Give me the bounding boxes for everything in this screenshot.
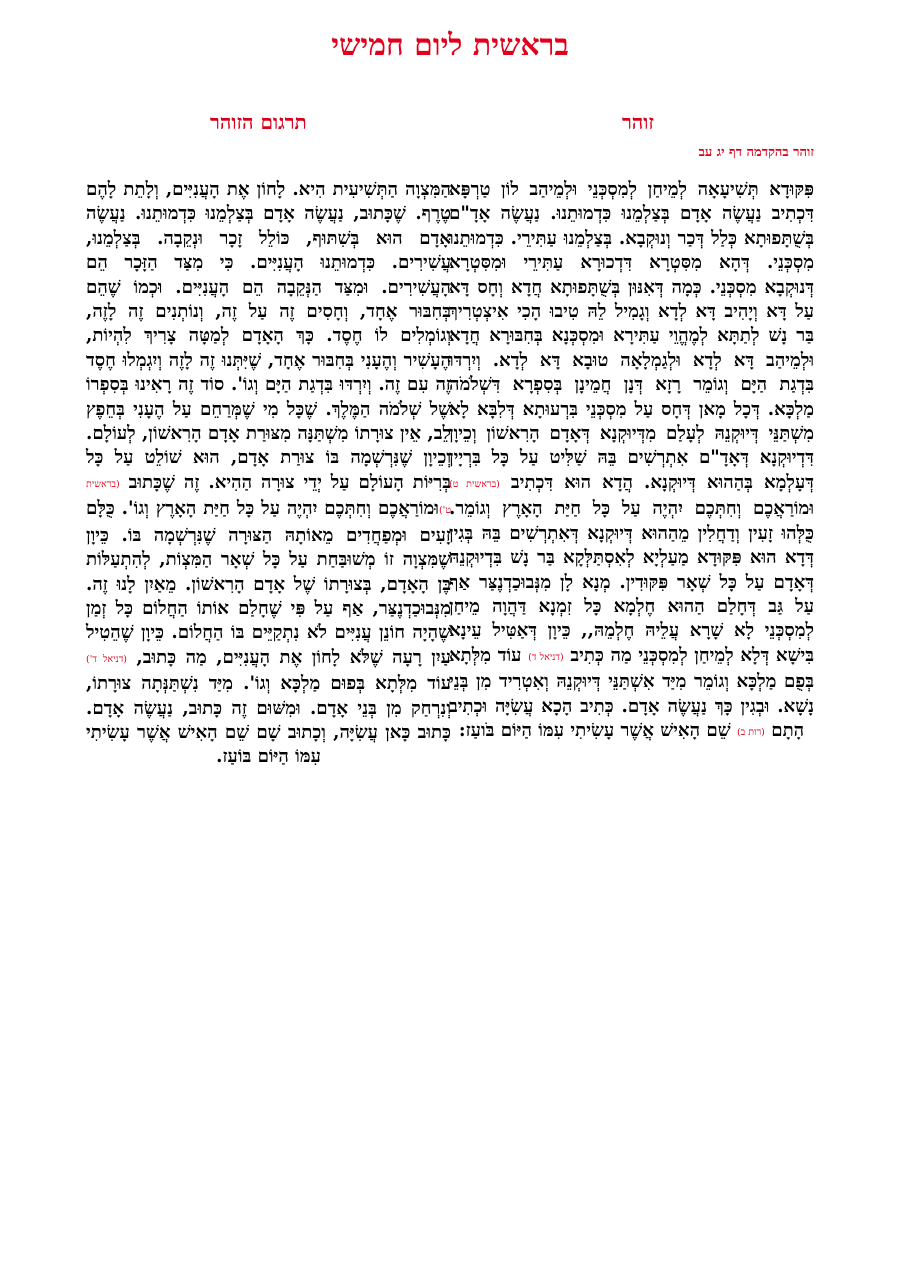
page-title: בראשית ליום חמישי <box>331 28 569 63</box>
targum-text-part-3: עוֹד מִלְּתָא בְּפוּם מַלְכָּא וְגוֹ'. מִיַּד נִשְׁתַּנְּתָה צוּרָתוֹ, וְנִרְחַק מִן בְּנֵי אָדָם. וּמִשּׁוּם זֶה כָּתוּב, נַעֲשֶׂה אָדָם. כָּתוּב כָּאן עֲשִׂיָּה, וְכָתוּב שָׁם שֵׁם הָאִישׁ אֲשֶׁר עָשִׂיתִי עִמּוֹ הַיּוֹם בּוֹעַז. <box>86 673 451 768</box>
zohar-ref-ruth: (רות ב) <box>736 726 765 738</box>
zohar-text-part-2: וּמוֹרַאֲכֶם וְחִתְּכֶם יִהְיֶה עַל כָּל חַיַּת הָאָרֶץ וְגוֹמֵר. כֻּלְּהוּ זָעִין וְדַחֲלִין מֵהַהוּא דְּיוּקְנָא דְּאִתְרְשִׁים בֵּהּ בְּגִין דְּדָא הוּא פִּקּוּדָא מַעַלְיָא לְאִסְתַּלְּקָא בַּר נָשׁ בִּדְיוּקְנֵהּ דְּאָדָם עַל כָּל שְׁאָר פִּקּוּדִין. מְנָא לָן מִנְּבוּכַדְנֶצַּר אַף עַל גַּב דְּחָלַם הַהוּא חֶלְמָא כָּל זִמְנָא דַּהֲוָה מֵיחַן לְמִסְכְּנֵי לָא שָׁרָא עֲלֵיהּ חֶלְמֵהּ,, כֵּיוָן דְּאַטִּיל עֵינָא בִּישָׁא דְּלָא לְמֵיחַן לְמִסְכְּנֵי מַה כְּתִיב <box>449 498 814 666</box>
targum-heading: תרגום הזוהר <box>210 110 307 134</box>
targum-text-part-2: וּמוֹרַאֲכֶם וְחִתְּכֶם יִהְיֶה עַל כָּל חַיַּת הָאָרֶץ וְגוֹ'. כֻּלָּם זָעִים וּמְפַחֲדִים מֵאוֹתָהּ הַצּוּרָה שֶׁנִּרְשְׁמָה בּוֹ. כֵּיוָן שֶׁמִּצְוָה זוֹ מְשׁוּבַּחַת עַל כָּל שְׁאָר הַמִּצְוֹת, לְהִתְעַלּוֹת בֶּן הָאָדָם, בְּצוּרָתוֹ שֶׁל אָדָם הָרִאשׁוֹן. מֵאַיִן לָנוּ זֶה. מִנְּבוּכַדְנֶצַּר, אַף עַל פִּי שֶׁחָלַם אוֹתוֹ הַחֲלוֹם כָּל זְמַן שֶׁהָיָה חוֹנֵן עֲנִיִּים לֹא נִתְקַיֵּים בּוֹ הַחֲלוֹם. כֵּיוָן שֶׁהֵטִיל עַיִן רָעָה שֶׁלֹּא לָחוֹן אֶת הָעֲנִיִּים, מַה כָּתוּב, <box>86 498 451 668</box>
zohar-text-part-4: שֵׁם הָאִישׁ אֲשֶׁר עָשִׂיתִי עִמּוֹ הַיּוֹם בֹּועַז: <box>458 719 731 741</box>
zohar-column <box>449 178 814 745</box>
targum-ref-bereshit: (בראשית ט') <box>86 478 451 517</box>
zohar-heading: זוהר <box>621 110 654 134</box>
targum-ref-daniel: (דניאל ד') <box>86 653 127 665</box>
zohar-text <box>449 178 814 745</box>
zohar-text-part-3: עוֹד מִלְּתָא בְּפֻם מַלְכָּא וְגוֹמֵר מִיַּד אִשְׁתַּנֵּי דְּיוּקְנֵהּ וְאִטְרִיד מִן בְּנֵי נָשָׁא. וּבְגִין כָּךְ נַעֲשֶׂה אָדָם. כְּתִיב הָכָא עֲשִׂיָּה וּכְתִיב הָתָם <box>449 644 814 741</box>
zohar-text-part-1: פִּקּוּדָא תְּשִׁיעָאָה לְמֵיחַן לְמִסְכְּנֵי וּלְמֵיהַב לוֹן טַרְפָּא דִּכְתִיב נַעֲשֶׂה אָדָם בְּצַלְמֵנוּ כִּדְמוּתֵנוּ. נַעֲשֶׂה אָדָ"ם בְּשֻׁתָּפוּתָא כְּלַל דְּכַר וְנוּקְבָא. בְּצַלְמֵנוּ עַתִּירֵי. כִּדְמוּתֵנוּ מִסְכְּנֵי. דְּהָא מִסִּטְרָא דִּדְכוּרָא עַתִּירֵי וּמִסִּטְרָא דְּנוּקְבָא מִסְכְּנֵי. כְּמָה דְּאִנּוּן בְּשֻׁתָּפוּתָא חֲדָא וְחָס דָּא עַל דָּא וְיָהִיב דָּא לְדָא וְגָמִיל לֵהּ טִיבוּ הָכִי אִיצְטְרִיךְ בַּר נָשׁ לְתַתָּא לְמֶהֱוֵי עַתִּירָא וּמִסְכְּנָא בְּחִבּוּרָא חֲדָא וּלְמֵיהַב דָּא לְדָא וּלְגַמְלָאָה טוּבָא דָּא לְדָא. וְיִרְדּוּ בִּדְגַת הַיָּם וְגוֹמֵר רָזָא דְּנָן חֲמֵינָן בְּסִפְרָא דִּשְׁלֹמֹה מַלְכָּא. דְּכָל מָאן דְּחָס עַל מִסְכְּנֵי בִּרְעוּתָא דְּלִבָּא לָא מִשְׁתַּנֵּי דְּיוּקְנֵהּ לְעָלַם מִדְּיוּקְנָא דְּאָדָם הָרִאשׁוֹן וְכֵיוָן דִּדְיוּקְנָא דְּאָדָ"ם אִתְרְשִׁים בֵּהּ שַׁלִּיט עַל כָּל בִּרְיָין דְּעָלְמָא בְּהַהוּא דְּיוּקְנָא. הֲדָא הוּא דִּכְתִיב <box>449 179 814 493</box>
source-reference: זוהר בהקדמה דף יג עב <box>698 145 814 160</box>
targum-text <box>86 178 451 770</box>
targum-text-part-1: הַמִּצְוָה הַתְּשִׁיעִית הִיא. לָחוֹן אֶת הָעֲנִיִּים, וְלָתֵת לָהֶם טֶרֶף. שֶׁכָּתוּב, נַעֲשֶׂה אָדָם בְּצַלְמֵנוּ כִּדְמוּתֵנוּ. נַעֲשֶׂה אָדָם הוּא בְּשִׁתּוּף, כּוֹלֵל זָכָר וּנְקֵבָה. בְּצַלְמֵנוּ, עֲשִׁירִים. כִּדְמוּתֵנוּ הָעֲנִיִּים. כִּי מִצַּד הַזָּכָר הֵם הָעֲשִׁירִים. וּמִצַּד הַנְּקֵבָה הֵם הָעֲנִיִּים. וּכְמוֹ שֶׁהֵם בְּחִבּוּר אֶחָד, וְחָסִים זֶה עַל זֶה, וְנוֹתְנִים זֶה לָזֶה, וְגוֹמְלִים לוֹ חֶסֶד. כָּךְ הָאָדָם לְמַטָּה צָרִיךְ לִהְיוֹת, הֶעָשִׁיר וְהֶעָנִי בְּחִבּוּר אֶחָד, שֶׁיִּתְּנוּ זֶה לָזֶה וְיִגְמְלוּ חֶסֶד זֶה עִם זֶה. וְיִרְדּוּ בִּדְגַת הַיָּם וְגוֹ'. סוֹד זֶה רָאִינוּ בְּסִפְרוֹ שֶׁל שְׁלֹמֹה הַמֶּלֶךְ. שֶׁכָּל מִי שֶׁמְּרַחֵם עַל הֶעָנִי בְּחֵפֶץ לֵב, אֵין צוּרָתוֹ מִשְׁתַּנָּה מִצּוּרַת אָדָם הָרִאשׁוֹן, לְעוֹלָם. וְכֵיוָן שֶׁנִּרְשְׁמָה בּוֹ צוּרַת אָדָם, הוּא שׁוֹלֵט עַל כָּל בְּרִיּוֹת הָעוֹלָם עַל יְדֵי צוּרָה הַהִיא. זֶה שֶׁכָּתוּב <box>86 179 451 493</box>
targum-column <box>86 178 451 770</box>
zohar-ref-bereshit: (בראשית ט) <box>449 478 500 490</box>
zohar-ref-daniel: (דניאל ד) <box>528 651 564 663</box>
